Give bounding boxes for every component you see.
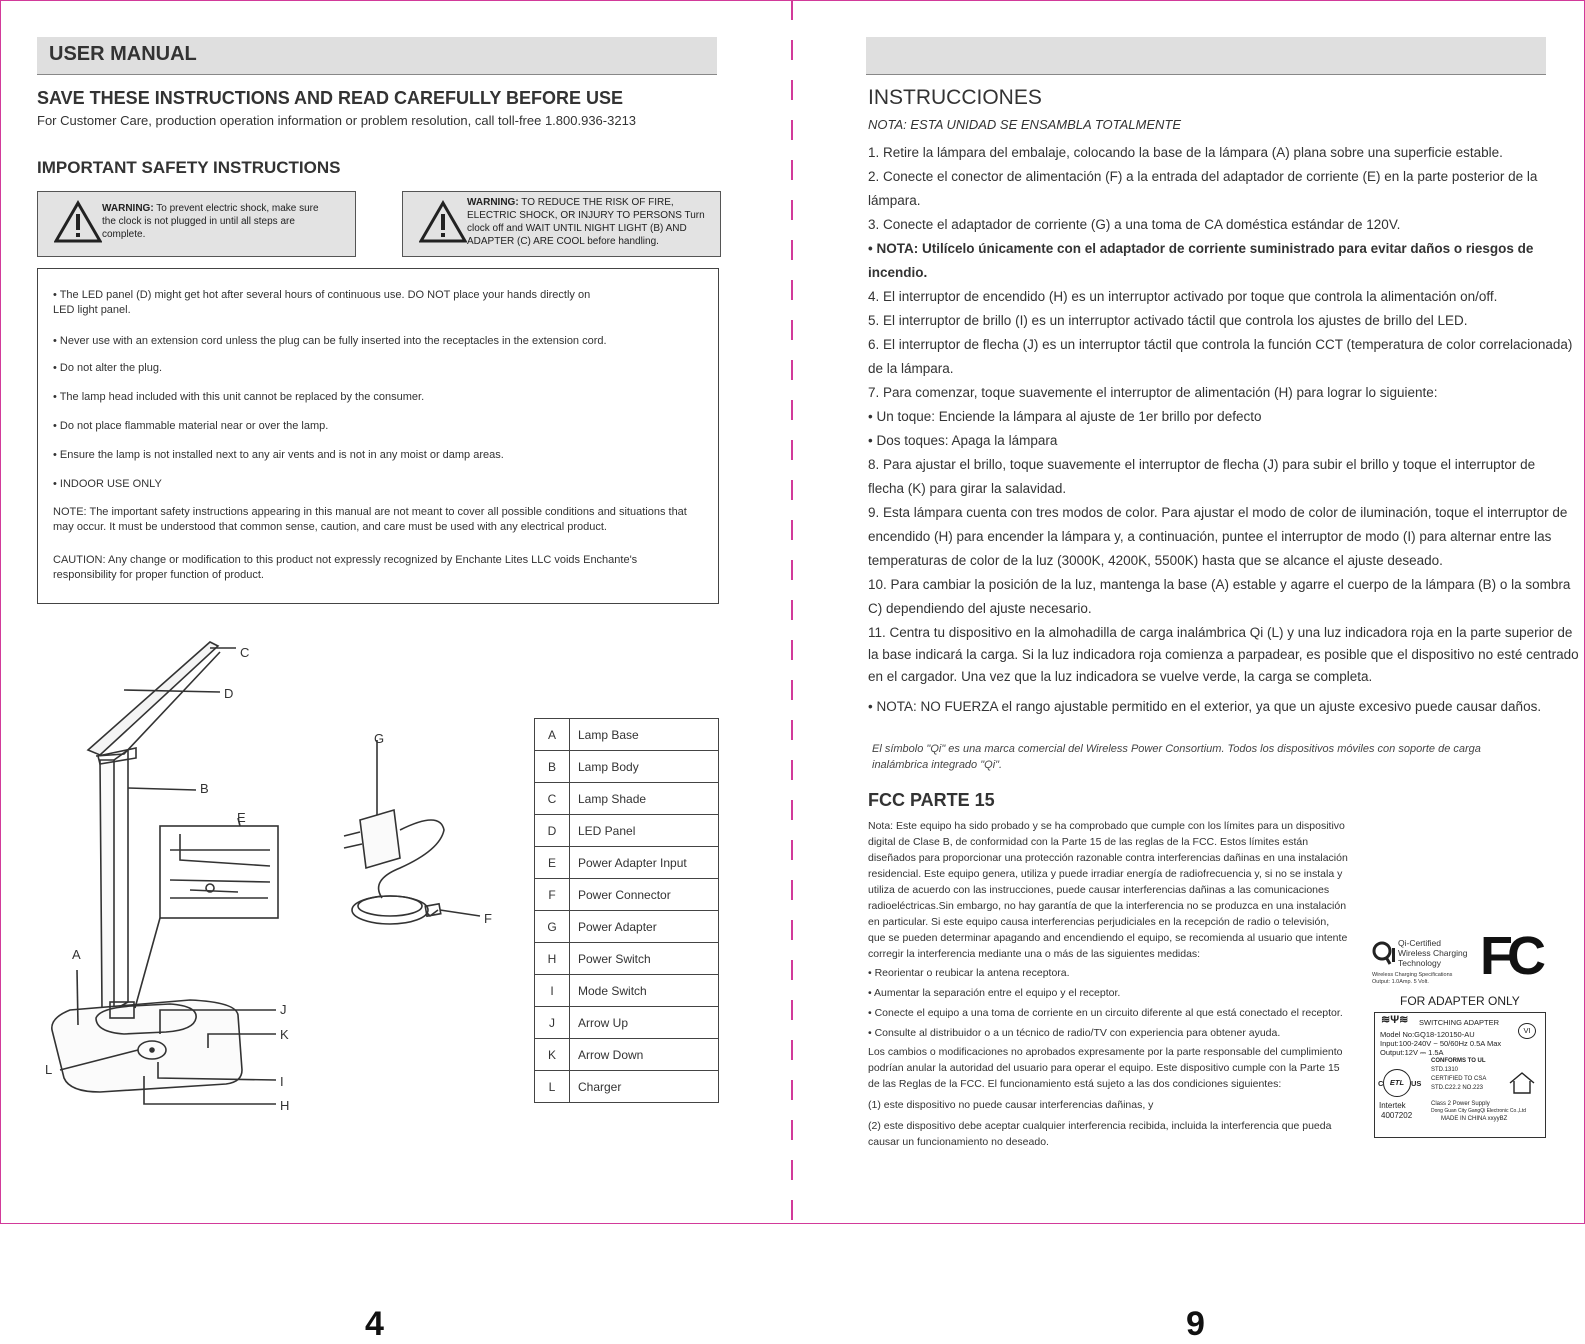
adapter-type: SWITCHING ADAPTER (1419, 1018, 1500, 1027)
intertek-number: 4007202 (1381, 1111, 1413, 1120)
qi-certified-text (1398, 938, 1467, 968)
for-adapter-only: FOR ADAPTER ONLY (1400, 994, 1520, 1008)
step-line: 9. Esta lámpara cuenta con tres modos de color. Para ajustar el modo de color de iluminación, toque el interruptor de (868, 505, 1568, 520)
warning-text-shock (102, 202, 322, 241)
part-key: A (535, 719, 570, 751)
qi-spec-text (1372, 972, 1452, 986)
etl-us-mark: US (1411, 1079, 1422, 1088)
fold-line (791, 0, 793, 1222)
warning-triangle-icon (419, 200, 467, 244)
step-line: 2. Conecte el conector de alimentación (F) a la entrada del adaptador de corriente (E) en la parte posterior de la (868, 169, 1538, 184)
safety-item: • Never use with an extension cord unless the plug can be fully inserted into the receptacles in the extension cord. (53, 335, 607, 347)
diagram-label-k: K (280, 1027, 289, 1042)
safety-item: • Do not alter the plug. (53, 362, 163, 374)
step-line: en el cargador. Una vez que la luz indicadora se vuelve verde, la carga se completa. (868, 669, 1373, 684)
safety-list-box (37, 268, 719, 604)
step-line: • NOTA: Utilícelo únicamente con el adaptador de corriente suministrado para evitar daños o riesgos de (868, 241, 1534, 256)
fcc-bullet: • Conecte el equipo a una toma de corriente en un circuito diferente al que está conectado el receptor. (868, 1007, 1343, 1019)
part-key: E (535, 847, 570, 879)
safety-instructions-title: IMPORTANT SAFETY INSTRUCTIONS (37, 158, 341, 177)
part-name: Mode Switch (570, 975, 719, 1007)
fcc-paragraph: Los cambios o modificaciones no aprobados expresamente por la parte responsable del cumplimiento podrían anular la autoridad del usuario para operar el equipo. Este dispositivo cumple con la Parte 15 de las Reglas de la FCC. El funcionamiento está sujeto a las dos condiciones siguientes: (868, 1046, 1343, 1090)
customer-care-line: For Customer Care, production operation information or problem resolution, call toll-free 1.800.936-3213 (37, 113, 637, 128)
diagram-label-c: C (240, 645, 250, 660)
step-line: encendido (H) para encender la lámpara y, a continuación, puntee el interruptor de modo (I) para alternar entre las (868, 529, 1552, 544)
step-line: 7. Para comenzar, toque suavemente el interruptor de alimentación (H) para lograr lo siguiente: (868, 385, 1438, 400)
power-adapter-illustration (330, 740, 500, 950)
part-key: C (535, 783, 570, 815)
part-name: Lamp Shade (570, 783, 719, 815)
adapter-output: Output:12V ⎓ 1.5A (1380, 1048, 1444, 1057)
adapter-input: Input:100-240V ~ 50/60Hz 0.5A Max (1380, 1039, 1502, 1048)
diagram-label-e: E (237, 810, 246, 825)
fcc-condition: (2) este dispositivo debe aceptar cualquier interferencia recibida, incluida la interferencia que pueda causar un funcionamiento no deseado. (868, 1120, 1332, 1148)
note-force: • NOTA: NO FUERZA el rango ajustable permitido en el exterior, ya que un ajuste excesivo puede causar daños. (868, 699, 1542, 714)
qi-logo-icon (1372, 940, 1396, 966)
part-name: Power Connector (570, 879, 719, 911)
part-name: Lamp Body (570, 751, 719, 783)
step-line: 6. El interruptor de flecha (J) es un interruptor táctil que controla la función CCT (temperatura de color correlacionada) (868, 337, 1573, 352)
diagram-label-i: I (280, 1074, 284, 1089)
instrucciones-title: INSTRUCCIONES (868, 86, 1042, 109)
diagram-label-a: A (72, 947, 81, 962)
desk-lamp-illustration (40, 630, 340, 1130)
safety-item: • Ensure the lamp is not installed next to any air vents and is not in any moist or damp areas. (53, 449, 504, 461)
fcc-bullet: • Reorientar o reubicar la antena receptora. (868, 967, 1070, 979)
part-key: G (535, 911, 570, 943)
warning-text-fire (467, 196, 712, 248)
table-row (535, 943, 719, 975)
part-name: Charger (570, 1071, 719, 1103)
conformity-line: CONFORMS TO UL (1431, 1058, 1486, 1064)
part-name: LED Panel (570, 815, 719, 847)
qi-cert-line: Technology (1398, 958, 1442, 968)
safety-item: • INDOOR USE ONLY (53, 478, 162, 490)
brand-mark-icon: ≋Ψ≋ (1381, 1014, 1409, 1026)
user-manual-title: USER MANUAL (49, 43, 197, 65)
part-key: F (535, 879, 570, 911)
part-key: I (535, 975, 570, 1007)
user-manual-header-bar (37, 37, 717, 75)
table-row (535, 911, 719, 943)
qi-spec-line: Wireless Charging Specifications (1372, 972, 1453, 978)
part-key: H (535, 943, 570, 975)
table-row (535, 975, 719, 1007)
right-header-bar (866, 37, 1546, 75)
page-number-right: 9 (1186, 1305, 1205, 1343)
part-key: L (535, 1071, 570, 1103)
conformity-block (1431, 1057, 1486, 1093)
etl-listed-icon: ETL (1383, 1069, 1411, 1097)
part-key: J (535, 1007, 570, 1039)
diagram-label-d: D (224, 686, 234, 701)
warning-box-shock (37, 191, 356, 257)
table-row (535, 1007, 719, 1039)
adapter-model: Model No:GQ18-120150-AU (1380, 1030, 1475, 1039)
table-row (535, 1039, 719, 1071)
step-line: la base indicará la carga. Si la luz indicadora roja comienza a parpadear, es posible que el dispositivo no esté centrado (868, 647, 1579, 662)
table-row (535, 751, 719, 783)
fcc-bullet: • Aumentar la separación entre el equipo y el receptor. (868, 987, 1121, 999)
part-name: Power Switch (570, 943, 719, 975)
adapter-rating-label (1374, 1012, 1546, 1138)
part-name: Lamp Base (570, 719, 719, 751)
safety-caution: CAUTION: Any change or modification to this product not expressly recognized by Enchante Lites LLC voids Enchante's responsibility for proper function of product. (53, 554, 638, 581)
diagram-label-f: F (484, 911, 492, 926)
fcc-condition: (1) este dispositivo no puede causar interferencias dañinas, y (868, 1099, 1154, 1111)
class2-supply: Class 2 Power Supply (1431, 1101, 1490, 1107)
table-row (535, 1071, 719, 1103)
conformity-line: STD.1310 (1431, 1067, 1459, 1073)
fcc-logo: FC (1480, 926, 1540, 986)
efficiency-vi-icon: VI (1518, 1023, 1536, 1039)
table-row (535, 879, 719, 911)
fcc-paragraph: Nota: Este equipo ha sido probado y se ha comprobado que cumple con los límites para un dispositivo digital de Clase B, de conformidad con la Parte 15 de las reglas de la FCC. Estos límites están diseñados para proporcionar una protección razonable contra interferencias dañinas en una instalación residencial. Este equipo genera, utiliza y puede irradiar energía de radiofrecuencia y, si no se instala y utiliza de acuerdo con las instrucciones, puede causar interferencias dañinas a las comunicaciones radioeléctricas.Sin embargo, no hay garantía de que la interferencia no se produzca en una instalación en particular. Si este equipo causa interferencias perjudiciales en la recepción de radio o televisión, que se pueden determinar apagando and encendiendo el equipo, se recomienda al usuario que intente corregir la interferencia mediante una o más de las siguientes medidas: (868, 820, 1348, 960)
table-row (535, 719, 719, 751)
step-line: 10. Para cambiar la posición de la luz, mantenga la base (A) estable y agarre el cuerpo de la lámpara (B) o la sombra (868, 577, 1571, 592)
qi-spec-line: Output: 1.0Amp. 5 Volt. (1372, 979, 1429, 985)
warning-triangle-icon (54, 200, 102, 244)
diagram-label-l: L (45, 1062, 53, 1077)
page-number-left: 4 (365, 1305, 384, 1343)
step-line: flecha (K) para girar la salavidad. (868, 481, 1067, 496)
step-line: C) dependiendo del ajuste necesario. (868, 601, 1092, 616)
step-line: temperaturas de color de la luz (3000K, 4200K, 5500K) hasta que se alcance el ajuste deseado. (868, 553, 1443, 568)
instrucciones-subtitle: NOTA: ESTA UNIDAD SE ENSAMBLA TOTALMENTE (868, 117, 1182, 132)
step-line: lámpara. (868, 193, 921, 208)
step-line: incendio. (868, 265, 928, 280)
table-row (535, 847, 719, 879)
manufacturer: Dong Guan City GangQi Electronic Co.,Ltd (1431, 1108, 1527, 1114)
diagram-label-b: B (200, 781, 209, 796)
step-line: 3. Conecte el adaptador de corriente (G) a una toma de CA doméstica estándar de 120V. (868, 217, 1401, 232)
conformity-line: CERTIFIED TO CSA (1431, 1076, 1487, 1082)
fcc-title: FCC PARTE 15 (868, 790, 995, 810)
fcc-bullet: • Consulte al distribuidor o a un técnico de radio/TV con experiencia para obtener ayuda. (868, 1027, 1281, 1039)
part-name: Arrow Down (570, 1039, 719, 1071)
part-key: B (535, 751, 570, 783)
step-line: • Dos toques: Apaga la lámpara (868, 433, 1058, 448)
step-line: 5. El interruptor de brillo (I) es un interruptor activado táctil que controla los ajustes de brillo del LED. (868, 313, 1468, 328)
conformity-line: STD.C22.2 NO.223 (1431, 1085, 1484, 1091)
save-instructions-title: SAVE THESE INSTRUCTIONS AND READ CAREFULLY BEFORE USE (37, 88, 624, 108)
intertek-mark: Intertek (1379, 1101, 1406, 1110)
etl-c-mark: C (1378, 1079, 1384, 1088)
safety-note: NOTE: The important safety instructions appearing in this manual are not meant to cover all possible conditions and situations that may occur. It must be understood that common sense, caution, and care must be used with any electrical product. (53, 506, 687, 533)
diagram-label-h: H (280, 1098, 290, 1113)
warning-body: TO REDUCE THE RISK OF FIRE, ELECTRIC SHOCK, OR INJURY TO PERSONS Turn clock off and WAIT UNTIL NIGHT LIGHT (B) AND ADAPTER (C) ARE COOL before handling. (467, 197, 705, 247)
part-name: Power Adapter (570, 911, 719, 943)
qi-cert-line: Qi-Certified (1398, 938, 1441, 948)
part-name: Arrow Up (570, 1007, 719, 1039)
diagram-label-g: G (374, 731, 385, 746)
warning-label: WARNING: (102, 203, 154, 214)
step-line: de la lámpara. (868, 361, 954, 376)
diagram-label-j: J (280, 1002, 287, 1017)
step-line: 11. Centra tu dispositivo en la almohadilla de carga inalámbrica Qi (L) y una luz indicadora roja en la parte superior de (868, 625, 1573, 640)
step-line: 1. Retire la lámpara del embalaje, colocando la base de la lámpara (A) plana sobre una superficie estable. (868, 145, 1503, 160)
qi-trademark-note: El símbolo "Qi" es una marca comercial del Wireless Power Consortium. Todos los dispositivos móviles con soporte de carga inalámbrica integrado "Qi". (872, 743, 1481, 771)
warning-label: WARNING: (467, 197, 519, 208)
qi-cert-line: Wireless Charging (1398, 948, 1468, 958)
safety-item: • Do not place flammable material near or over the lamp. (53, 420, 329, 432)
warning-body: To prevent electric shock, make sure the clock is not plugged in until all steps are complete. (102, 203, 319, 240)
safety-item: • The LED panel (D) might get hot after several hours of continuous use. DO NOT place your hands directly on LED light panel. (53, 289, 591, 316)
part-name: Power Adapter Input (570, 847, 719, 879)
table-row (535, 815, 719, 847)
part-key: D (535, 815, 570, 847)
made-in: MADE IN CHINA xxyyBZ (1441, 1116, 1508, 1122)
indoor-use-house-icon (1507, 1071, 1537, 1095)
part-key: K (535, 1039, 570, 1071)
warning-box-fire (402, 191, 721, 257)
step-line: 4. El interruptor de encendido (H) es un interruptor activado por toque que controla la alimentación on/off. (868, 289, 1498, 304)
step-line: • Un toque: Enciende la lámpara al ajuste de 1er brillo por defecto (868, 409, 1262, 424)
step-line: 8. Para ajustar el brillo, toque suavemente el interruptor de flecha (J) para subir el brillo y toque el interruptor de (868, 457, 1536, 472)
safety-item: • The lamp head included with this unit cannot be replaced by the consumer. (53, 391, 425, 403)
table-row (535, 783, 719, 815)
parts-table (534, 718, 719, 1103)
